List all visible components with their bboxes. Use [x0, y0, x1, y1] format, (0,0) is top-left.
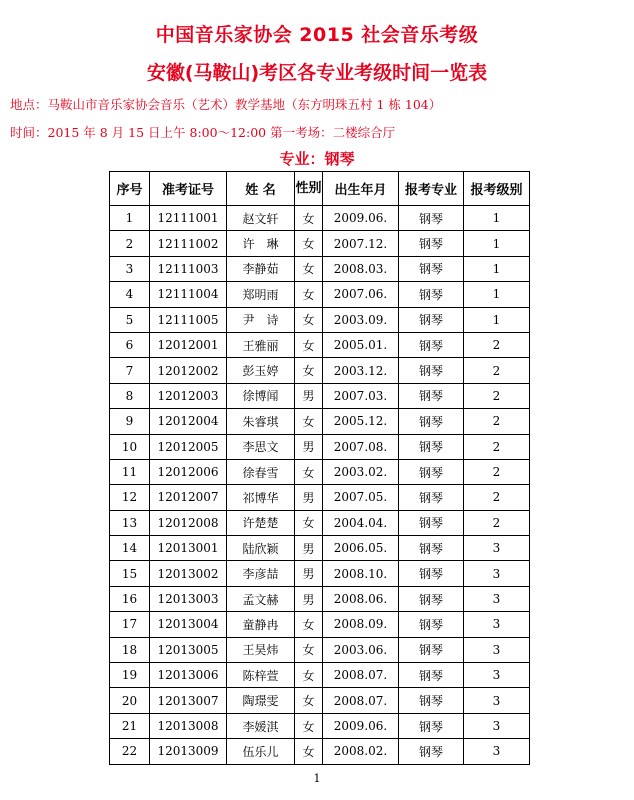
- cell-name: 赵文轩: [227, 206, 295, 231]
- cell-major: 钢琴: [399, 332, 464, 357]
- cell-name: 陶璟雯: [227, 688, 295, 713]
- cell-level: 3: [464, 561, 530, 586]
- cell-gender: 女: [295, 688, 323, 713]
- cell-ticket-number: 12012001: [150, 332, 227, 357]
- cell-major: 钢琴: [399, 561, 464, 586]
- cell-ticket-number: 12013003: [150, 586, 227, 611]
- table-row: [110, 434, 530, 459]
- cell-ticket-number: 12013002: [150, 561, 227, 586]
- cell-gender: 女: [295, 739, 323, 764]
- cell-index: 17: [110, 612, 150, 637]
- cell-major: 钢琴: [399, 459, 464, 484]
- cell-ticket-number: 12013005: [150, 637, 227, 662]
- cell-gender: 女: [295, 409, 323, 434]
- cell-name: 王昊炜: [227, 637, 295, 662]
- cell-gender: 女: [295, 358, 323, 383]
- cell-ticket-number: 12013004: [150, 612, 227, 637]
- cell-level: 2: [464, 332, 530, 357]
- cell-name: 尹 诗: [227, 307, 295, 332]
- cell-index: 12: [110, 485, 150, 510]
- cell-birth: 2008.10.: [323, 561, 399, 586]
- cell-index: 5: [110, 307, 150, 332]
- cell-ticket-number: 12012005: [150, 434, 227, 459]
- table-row: [110, 561, 530, 586]
- cell-ticket-number: 12111001: [150, 206, 227, 231]
- column-header-gender: 性别: [295, 172, 323, 206]
- cell-index: 9: [110, 409, 150, 434]
- cell-index: 13: [110, 510, 150, 535]
- table-row: [110, 383, 530, 408]
- cell-major: 钢琴: [399, 688, 464, 713]
- cell-index: 16: [110, 586, 150, 611]
- cell-major: 钢琴: [399, 586, 464, 611]
- table-row: [110, 206, 530, 231]
- cell-birth: 2007.08.: [323, 434, 399, 459]
- subject-heading: 专业：钢琴: [279, 150, 355, 168]
- table-row: [110, 256, 530, 281]
- cell-level: 3: [464, 637, 530, 662]
- table-row: [110, 510, 530, 535]
- cell-name: 李思文: [227, 434, 295, 459]
- cell-level: 3: [464, 688, 530, 713]
- cell-level: 2: [464, 434, 530, 459]
- cell-gender: 女: [295, 612, 323, 637]
- cell-major: 钢琴: [399, 485, 464, 510]
- cell-level: 2: [464, 409, 530, 434]
- column-header-name: 姓 名: [227, 172, 295, 206]
- column-header-ticket: 准考证号: [150, 172, 227, 206]
- cell-gender: 女: [295, 510, 323, 535]
- cell-level: 3: [464, 663, 530, 688]
- cell-index: 20: [110, 688, 150, 713]
- cell-major: 钢琴: [399, 739, 464, 764]
- cell-major: 钢琴: [399, 256, 464, 281]
- cell-birth: 2004.04.: [323, 510, 399, 535]
- cell-major: 钢琴: [399, 663, 464, 688]
- cell-gender: 女: [295, 256, 323, 281]
- cell-gender: 女: [295, 206, 323, 231]
- cell-birth: 2008.09.: [323, 612, 399, 637]
- cell-ticket-number: 12012004: [150, 409, 227, 434]
- cell-major: 钢琴: [399, 282, 464, 307]
- cell-birth: 2007.06.: [323, 282, 399, 307]
- time-line: 时间：2015 年 8 月 15 日上午 8:00～12:00 第一考场：二楼综合厅: [10, 125, 396, 140]
- cell-ticket-number: 12012006: [150, 459, 227, 484]
- cell-major: 钢琴: [399, 536, 464, 561]
- table-row: [110, 536, 530, 561]
- cell-birth: 2008.03.: [323, 256, 399, 281]
- cell-index: 6: [110, 332, 150, 357]
- cell-name: 徐博闻: [227, 383, 295, 408]
- cell-birth: 2009.06.: [323, 713, 399, 738]
- cell-name: 陈梓萱: [227, 663, 295, 688]
- cell-birth: 2003.06.: [323, 637, 399, 662]
- table-row: [110, 739, 530, 764]
- cell-birth: 2007.12.: [323, 231, 399, 256]
- cell-gender: 女: [295, 713, 323, 738]
- title-line-2: 安徽(马鞍山)考区各专业考级时间一览表: [146, 62, 488, 84]
- cell-name: 郑明雨: [227, 282, 295, 307]
- cell-index: 14: [110, 536, 150, 561]
- title-line-1: 中国音乐家协会 2015 社会音乐考级: [155, 24, 479, 46]
- cell-ticket-number: 12111004: [150, 282, 227, 307]
- cell-birth: 2006.05.: [323, 536, 399, 561]
- cell-level: 3: [464, 739, 530, 764]
- cell-index: 7: [110, 358, 150, 383]
- cell-major: 钢琴: [399, 231, 464, 256]
- cell-name: 王雅丽: [227, 332, 295, 357]
- cell-birth: 2008.02.: [323, 739, 399, 764]
- cell-major: 钢琴: [399, 358, 464, 383]
- cell-major: 钢琴: [399, 307, 464, 332]
- cell-major: 钢琴: [399, 434, 464, 459]
- cell-birth: 2008.07.: [323, 688, 399, 713]
- cell-gender: 男: [295, 485, 323, 510]
- cell-name: 朱睿琪: [227, 409, 295, 434]
- cell-gender: 女: [295, 332, 323, 357]
- cell-birth: 2007.03.: [323, 383, 399, 408]
- cell-index: 4: [110, 282, 150, 307]
- cell-gender: 男: [295, 434, 323, 459]
- table-row: [110, 612, 530, 637]
- cell-name: 许楚楚: [227, 510, 295, 535]
- cell-birth: 2003.02.: [323, 459, 399, 484]
- cell-name: 李媛淇: [227, 713, 295, 738]
- table-header-row: [110, 172, 530, 206]
- table-row: [110, 307, 530, 332]
- cell-index: 1: [110, 206, 150, 231]
- cell-birth: 2007.05.: [323, 485, 399, 510]
- cell-index: 15: [110, 561, 150, 586]
- cell-index: 2: [110, 231, 150, 256]
- cell-level: 2: [464, 383, 530, 408]
- cell-birth: 2009.06.: [323, 206, 399, 231]
- cell-ticket-number: 12012002: [150, 358, 227, 383]
- cell-birth: 2005.01.: [323, 332, 399, 357]
- cell-ticket-number: 12012003: [150, 383, 227, 408]
- cell-gender: 女: [295, 663, 323, 688]
- cell-gender: 女: [295, 459, 323, 484]
- cell-level: 2: [464, 510, 530, 535]
- cell-birth: 2003.12.: [323, 358, 399, 383]
- cell-name: 陆欣颖: [227, 536, 295, 561]
- cell-birth: 2005.12.: [323, 409, 399, 434]
- cell-major: 钢琴: [399, 383, 464, 408]
- cell-name: 李静茹: [227, 256, 295, 281]
- cell-level: 3: [464, 586, 530, 611]
- cell-level: 3: [464, 612, 530, 637]
- cell-gender: 女: [295, 231, 323, 256]
- table-row: [110, 459, 530, 484]
- cell-ticket-number: 12111003: [150, 256, 227, 281]
- cell-birth: 2008.07.: [323, 663, 399, 688]
- table-row: [110, 282, 530, 307]
- cell-ticket-number: 12013007: [150, 688, 227, 713]
- cell-gender: 女: [295, 307, 323, 332]
- column-header-level: 报考级别: [464, 172, 530, 206]
- cell-gender: 男: [295, 586, 323, 611]
- cell-ticket-number: 12111005: [150, 307, 227, 332]
- cell-index: 18: [110, 637, 150, 662]
- cell-ticket-number: 12111002: [150, 231, 227, 256]
- cell-index: 11: [110, 459, 150, 484]
- cell-level: 2: [464, 358, 530, 383]
- cell-gender: 男: [295, 383, 323, 408]
- cell-index: 19: [110, 663, 150, 688]
- page-number: 1: [313, 772, 321, 785]
- cell-index: 22: [110, 739, 150, 764]
- cell-level: 1: [464, 206, 530, 231]
- cell-major: 钢琴: [399, 612, 464, 637]
- cell-level: 3: [464, 536, 530, 561]
- table-row: [110, 409, 530, 434]
- cell-name: 彭玉婷: [227, 358, 295, 383]
- column-header-index: 序号: [110, 172, 150, 206]
- exam-roster-table: [109, 171, 530, 765]
- cell-name: 徐春雪: [227, 459, 295, 484]
- cell-index: 3: [110, 256, 150, 281]
- cell-name: 童静冉: [227, 612, 295, 637]
- cell-index: 8: [110, 383, 150, 408]
- cell-level: 2: [464, 459, 530, 484]
- cell-level: 3: [464, 713, 530, 738]
- cell-name: 孟文赫: [227, 586, 295, 611]
- table-row: [110, 637, 530, 662]
- cell-level: 2: [464, 485, 530, 510]
- cell-index: 10: [110, 434, 150, 459]
- cell-major: 钢琴: [399, 409, 464, 434]
- cell-level: 1: [464, 307, 530, 332]
- cell-birth: 2008.06.: [323, 586, 399, 611]
- table-row: [110, 713, 530, 738]
- cell-name: 李彦喆: [227, 561, 295, 586]
- column-header-major: 报考专业: [399, 172, 464, 206]
- table-row: [110, 586, 530, 611]
- cell-major: 钢琴: [399, 713, 464, 738]
- table-body: [110, 206, 530, 765]
- cell-name: 伍乐儿: [227, 739, 295, 764]
- cell-major: 钢琴: [399, 510, 464, 535]
- cell-name: 祁博华: [227, 485, 295, 510]
- table-row: [110, 663, 530, 688]
- cell-gender: 男: [295, 561, 323, 586]
- table-row: [110, 358, 530, 383]
- cell-ticket-number: 12013008: [150, 713, 227, 738]
- column-header-birth: 出生年月: [323, 172, 399, 206]
- cell-ticket-number: 12012007: [150, 485, 227, 510]
- cell-birth: 2003.09.: [323, 307, 399, 332]
- cell-gender: 女: [295, 637, 323, 662]
- cell-ticket-number: 12013009: [150, 739, 227, 764]
- cell-gender: 女: [295, 282, 323, 307]
- cell-ticket-number: 12012008: [150, 510, 227, 535]
- cell-level: 1: [464, 256, 530, 281]
- table-row: [110, 485, 530, 510]
- cell-ticket-number: 12013006: [150, 663, 227, 688]
- table-row: [110, 332, 530, 357]
- table-row: [110, 688, 530, 713]
- cell-index: 21: [110, 713, 150, 738]
- cell-name: 许 琳: [227, 231, 295, 256]
- table-row: [110, 231, 530, 256]
- cell-major: 钢琴: [399, 206, 464, 231]
- cell-level: 1: [464, 231, 530, 256]
- cell-ticket-number: 12013001: [150, 536, 227, 561]
- cell-gender: 男: [295, 536, 323, 561]
- cell-level: 1: [464, 282, 530, 307]
- cell-major: 钢琴: [399, 637, 464, 662]
- location-line: 地点：马鞍山市音乐家协会音乐（艺术）教学基地（东方明珠五村 1 栋 104）: [10, 97, 442, 112]
